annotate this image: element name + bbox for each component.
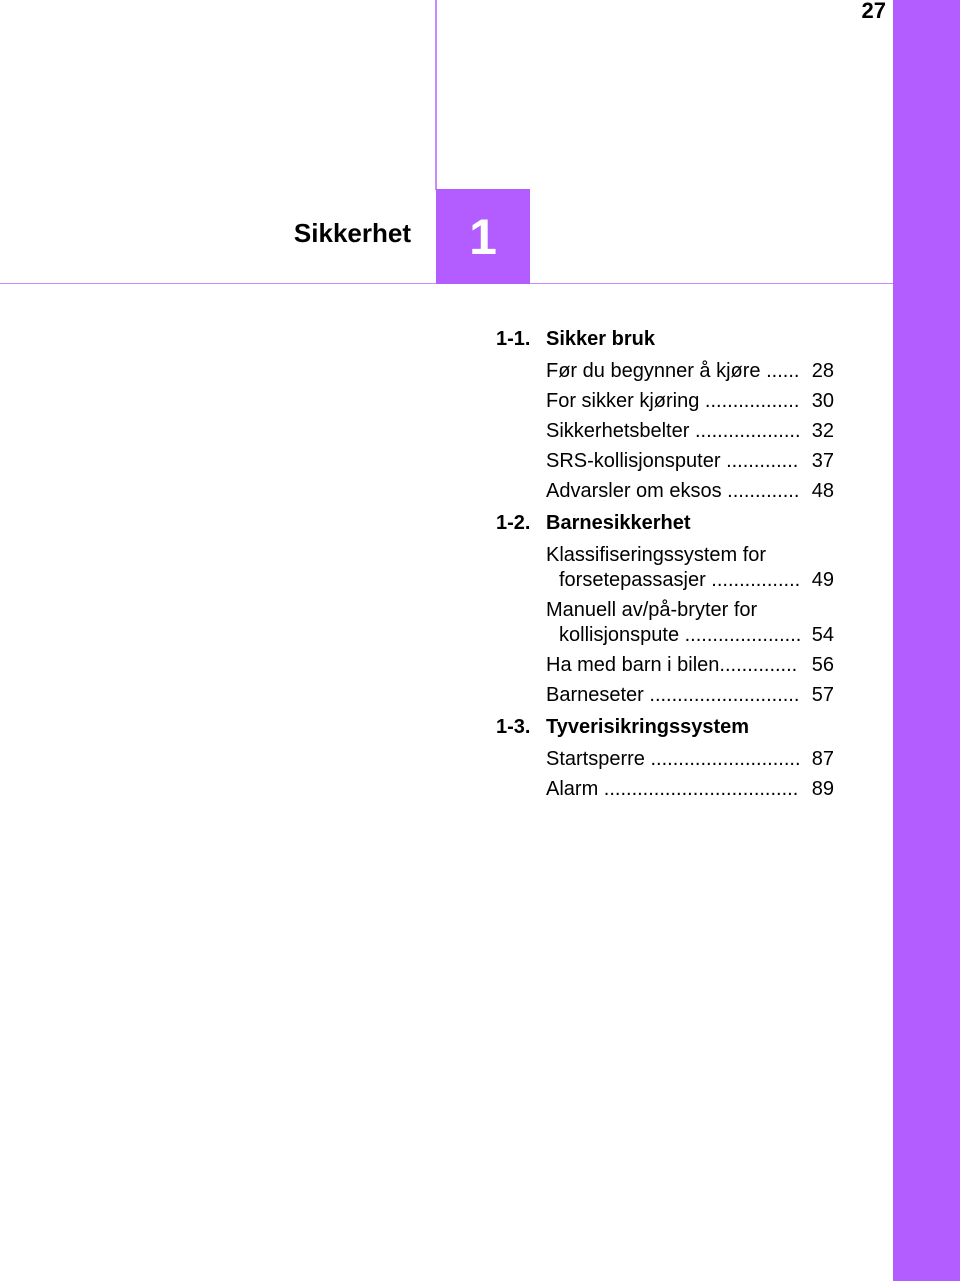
toc-entry[interactable] [546,389,834,414]
toc-entry-label: Før du begynner å kjøre ...... [546,360,800,382]
toc-entry-page: 32 [811,420,834,442]
toc-section-number: 1-2. [496,512,531,534]
toc-section-title: Tyverisikringssystem [546,716,750,738]
toc-entry[interactable] [546,747,834,772]
toc-entry-label: SRS-kollisjonsputer ............. [546,450,799,472]
toc-entry-page: 56 [811,654,834,676]
toc-entry[interactable] [546,598,834,648]
toc-entry-label: Ha med barn i bilen.............. [546,654,798,676]
toc-entry-page: 54 [811,624,834,646]
toc-section-heading[interactable] [496,715,834,742]
toc-entry-label: Startsperre ........................... [546,748,801,770]
toc-entry-label: Klassifiseringssystem for [546,544,767,566]
toc-entry-page: 89 [811,778,834,800]
toc-entry[interactable] [546,543,834,593]
toc-entry[interactable] [546,777,834,802]
toc-entry-label: Alarm ................................... [546,778,799,800]
toc-entry-page: 49 [811,569,834,591]
toc-entry-label: Barneseter ........................... [546,684,800,706]
toc-section-heading[interactable] [496,511,834,538]
toc-entry[interactable] [546,479,834,504]
toc-entry-page: 57 [811,684,834,706]
toc-entry-label: Advarsler om eksos ............. [546,480,800,502]
toc-entry-label: Manuell av/på-bryter for [546,599,758,621]
toc-entry-page: 87 [811,748,834,770]
toc-section-number: 1-1. [496,328,531,350]
chapter-number-box: 1 [436,189,530,284]
toc-entry-label: Sikkerhetsbelter ................... [546,420,801,442]
toc-entry[interactable] [546,653,834,678]
toc-section-title: Sikker bruk [546,328,655,350]
toc-section [496,327,834,504]
toc-section-heading[interactable] [496,327,834,354]
chapter-side-tab [893,0,960,1281]
table-of-contents [496,327,834,809]
toc-entry[interactable] [546,419,834,444]
toc-section [496,715,834,802]
chapter-title: Sikkerhet [293,218,411,248]
toc-entry-page: 37 [811,450,834,472]
toc-entry-page: 28 [811,360,834,382]
toc-entry-label-continued: forsetepassasjer ................ [559,569,801,591]
header-vertical-rule [435,0,437,190]
toc-entry-label-continued: kollisjonspute ..................... [559,624,802,646]
toc-section [496,511,834,708]
toc-entry[interactable] [546,449,834,474]
toc-entry-label: For sikker kjøring ................. [546,390,800,412]
toc-entry-page: 30 [811,390,834,412]
toc-section-title: Barnesikkerhet [546,512,691,534]
page-number: 27 [861,0,886,23]
toc-section-number: 1-3. [496,716,531,738]
toc-entry[interactable] [546,359,834,384]
toc-entry[interactable] [546,683,834,708]
toc-entry-page: 48 [811,480,834,502]
